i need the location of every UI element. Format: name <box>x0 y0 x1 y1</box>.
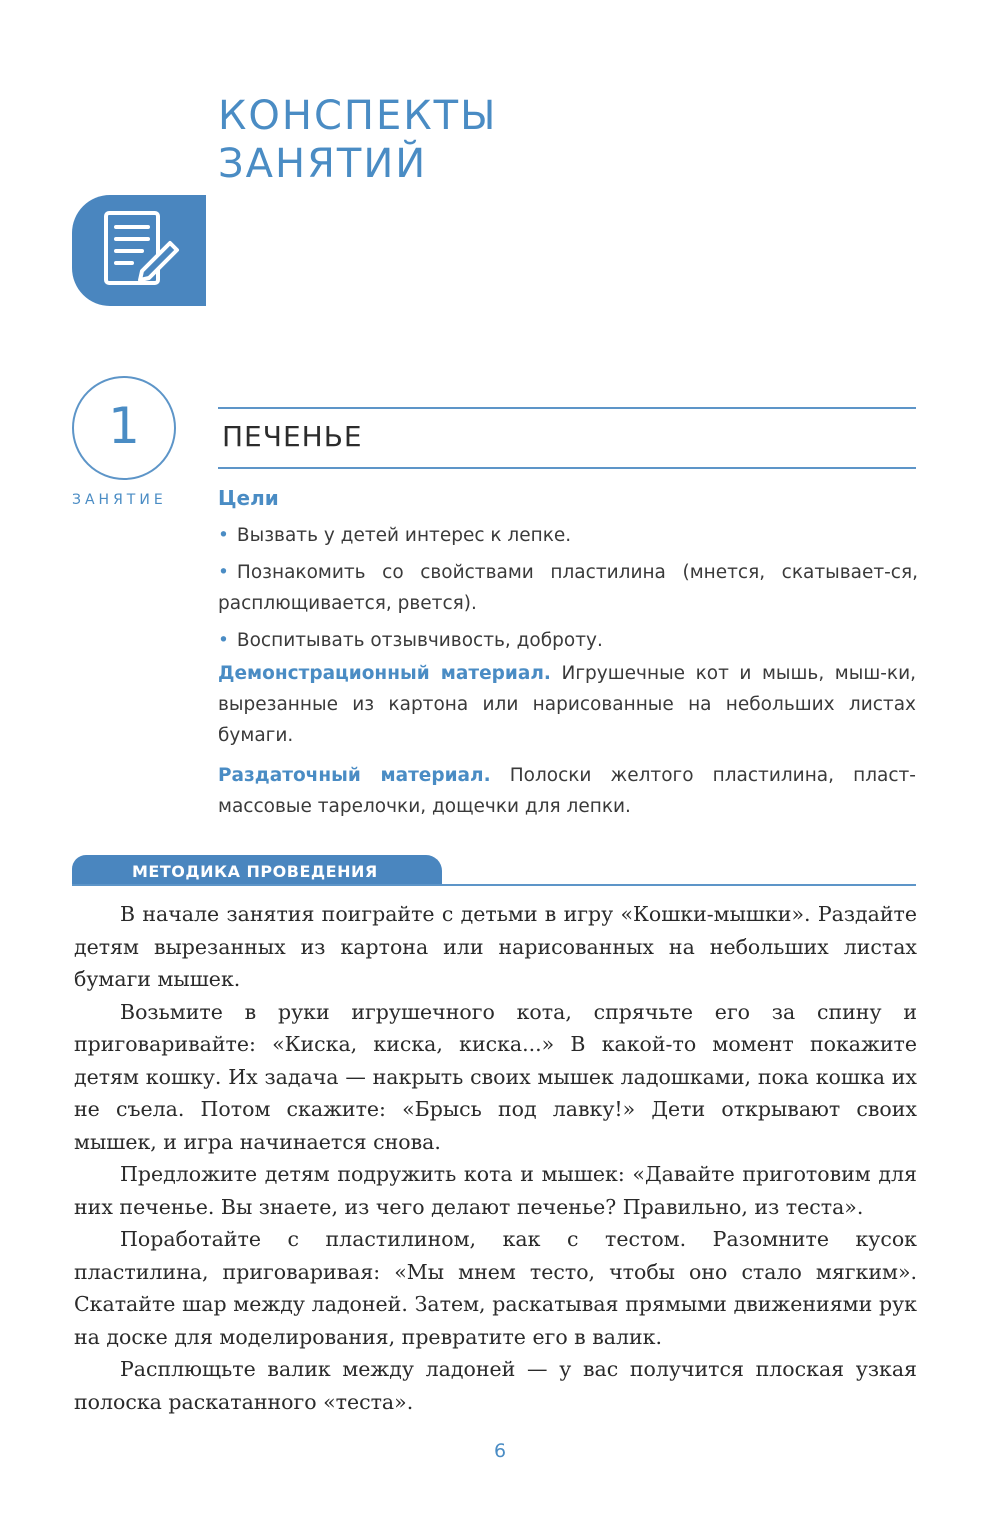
demo-material <box>218 658 916 751</box>
goals-list <box>218 520 918 662</box>
goal-text: Познакомить со свойствами пластилина (мнется, скатывает-ся, расплющивается, рвется). <box>218 562 918 614</box>
goal-text: Вызвать у детей интерес к лепке. <box>236 525 572 546</box>
title-rule-top <box>218 407 916 409</box>
document-edit-icon <box>98 207 184 293</box>
method-paragraph: В начале занятия поиграйте с детьми в игру «Кошки-мышки». Раздайте детям вырезанных из картона или нарисованных на небольших листах бумаги мышек. <box>74 902 917 991</box>
method-heading: МЕТОДИКА ПРОВЕДЕНИЯ <box>72 855 442 886</box>
method-paragraph: Возьмите в руки игрушечного кота, спрячьте его за спину и приговаривайте: «Киска, киска, киска...» В какой-то момент покажите детям кошку. Их задача — накрыть своих мышек ладошками, пока кошка их не съела. Потом скажите: «Брысь под лавку!» Дети открывают своих мышек, и игра начинается снова. <box>74 999 917 1154</box>
bullet-icon: • <box>218 630 229 651</box>
section-title-line2: ЗАНЯТИЙ <box>218 141 428 187</box>
handout-material <box>218 760 916 822</box>
page-number: 6 <box>493 1440 507 1462</box>
handout-material-text: Полоски желтого пластилина, пласт-массовые тарелочки, дощечки для лепки. <box>218 765 916 817</box>
goal-item <box>218 557 918 619</box>
section-title-line1: КОНСПЕКТЫ <box>218 93 498 139</box>
method-paragraph: Поработайте с пластилином, как с тестом. Разомните кусок пластилина, приговаривая: «Мы мнем тесто, чтобы оно стало мягким». Скатайте шар между ладоней. Затем, раскатывая прямыми движениями рук на доске для моделирования, превратите его в валик. <box>74 1227 917 1349</box>
section-title <box>218 92 497 188</box>
lesson-number-badge: 1 <box>72 376 176 480</box>
bullet-icon: • <box>218 562 229 583</box>
bullet-icon: • <box>218 525 229 546</box>
goal-item <box>218 520 918 551</box>
goals-heading: Цели <box>218 486 279 510</box>
method-body <box>74 898 917 1418</box>
method-rule <box>72 884 916 886</box>
lesson-title: ПЕЧЕНЬЕ <box>222 420 363 453</box>
demo-material-label: Демонстрационный материал. <box>218 663 551 684</box>
method-paragraph: Предложите детям подружить кота и мышек: «Давайте приготовим для них печенье. Вы знаете, из чего делают печенье? Правильно, из теста». <box>74 1162 917 1219</box>
lesson-caption: ЗАНЯТИЕ <box>72 492 167 508</box>
section-tab <box>72 195 206 306</box>
goal-item <box>218 625 918 656</box>
title-rule-bottom <box>218 467 916 469</box>
goal-text: Воспитывать отзывчивость, доброту. <box>236 630 603 651</box>
demo-material-text: Игрушечные кот и мышь, мыш-ки, вырезанные из картона или нарисованные на небольших листах бумаги. <box>218 663 916 746</box>
handout-material-label: Раздаточный материал. <box>218 765 491 786</box>
method-paragraph: Расплющьте валик между ладоней — у вас получится плоская узкая полоска раскатанного «теста». <box>74 1357 917 1414</box>
